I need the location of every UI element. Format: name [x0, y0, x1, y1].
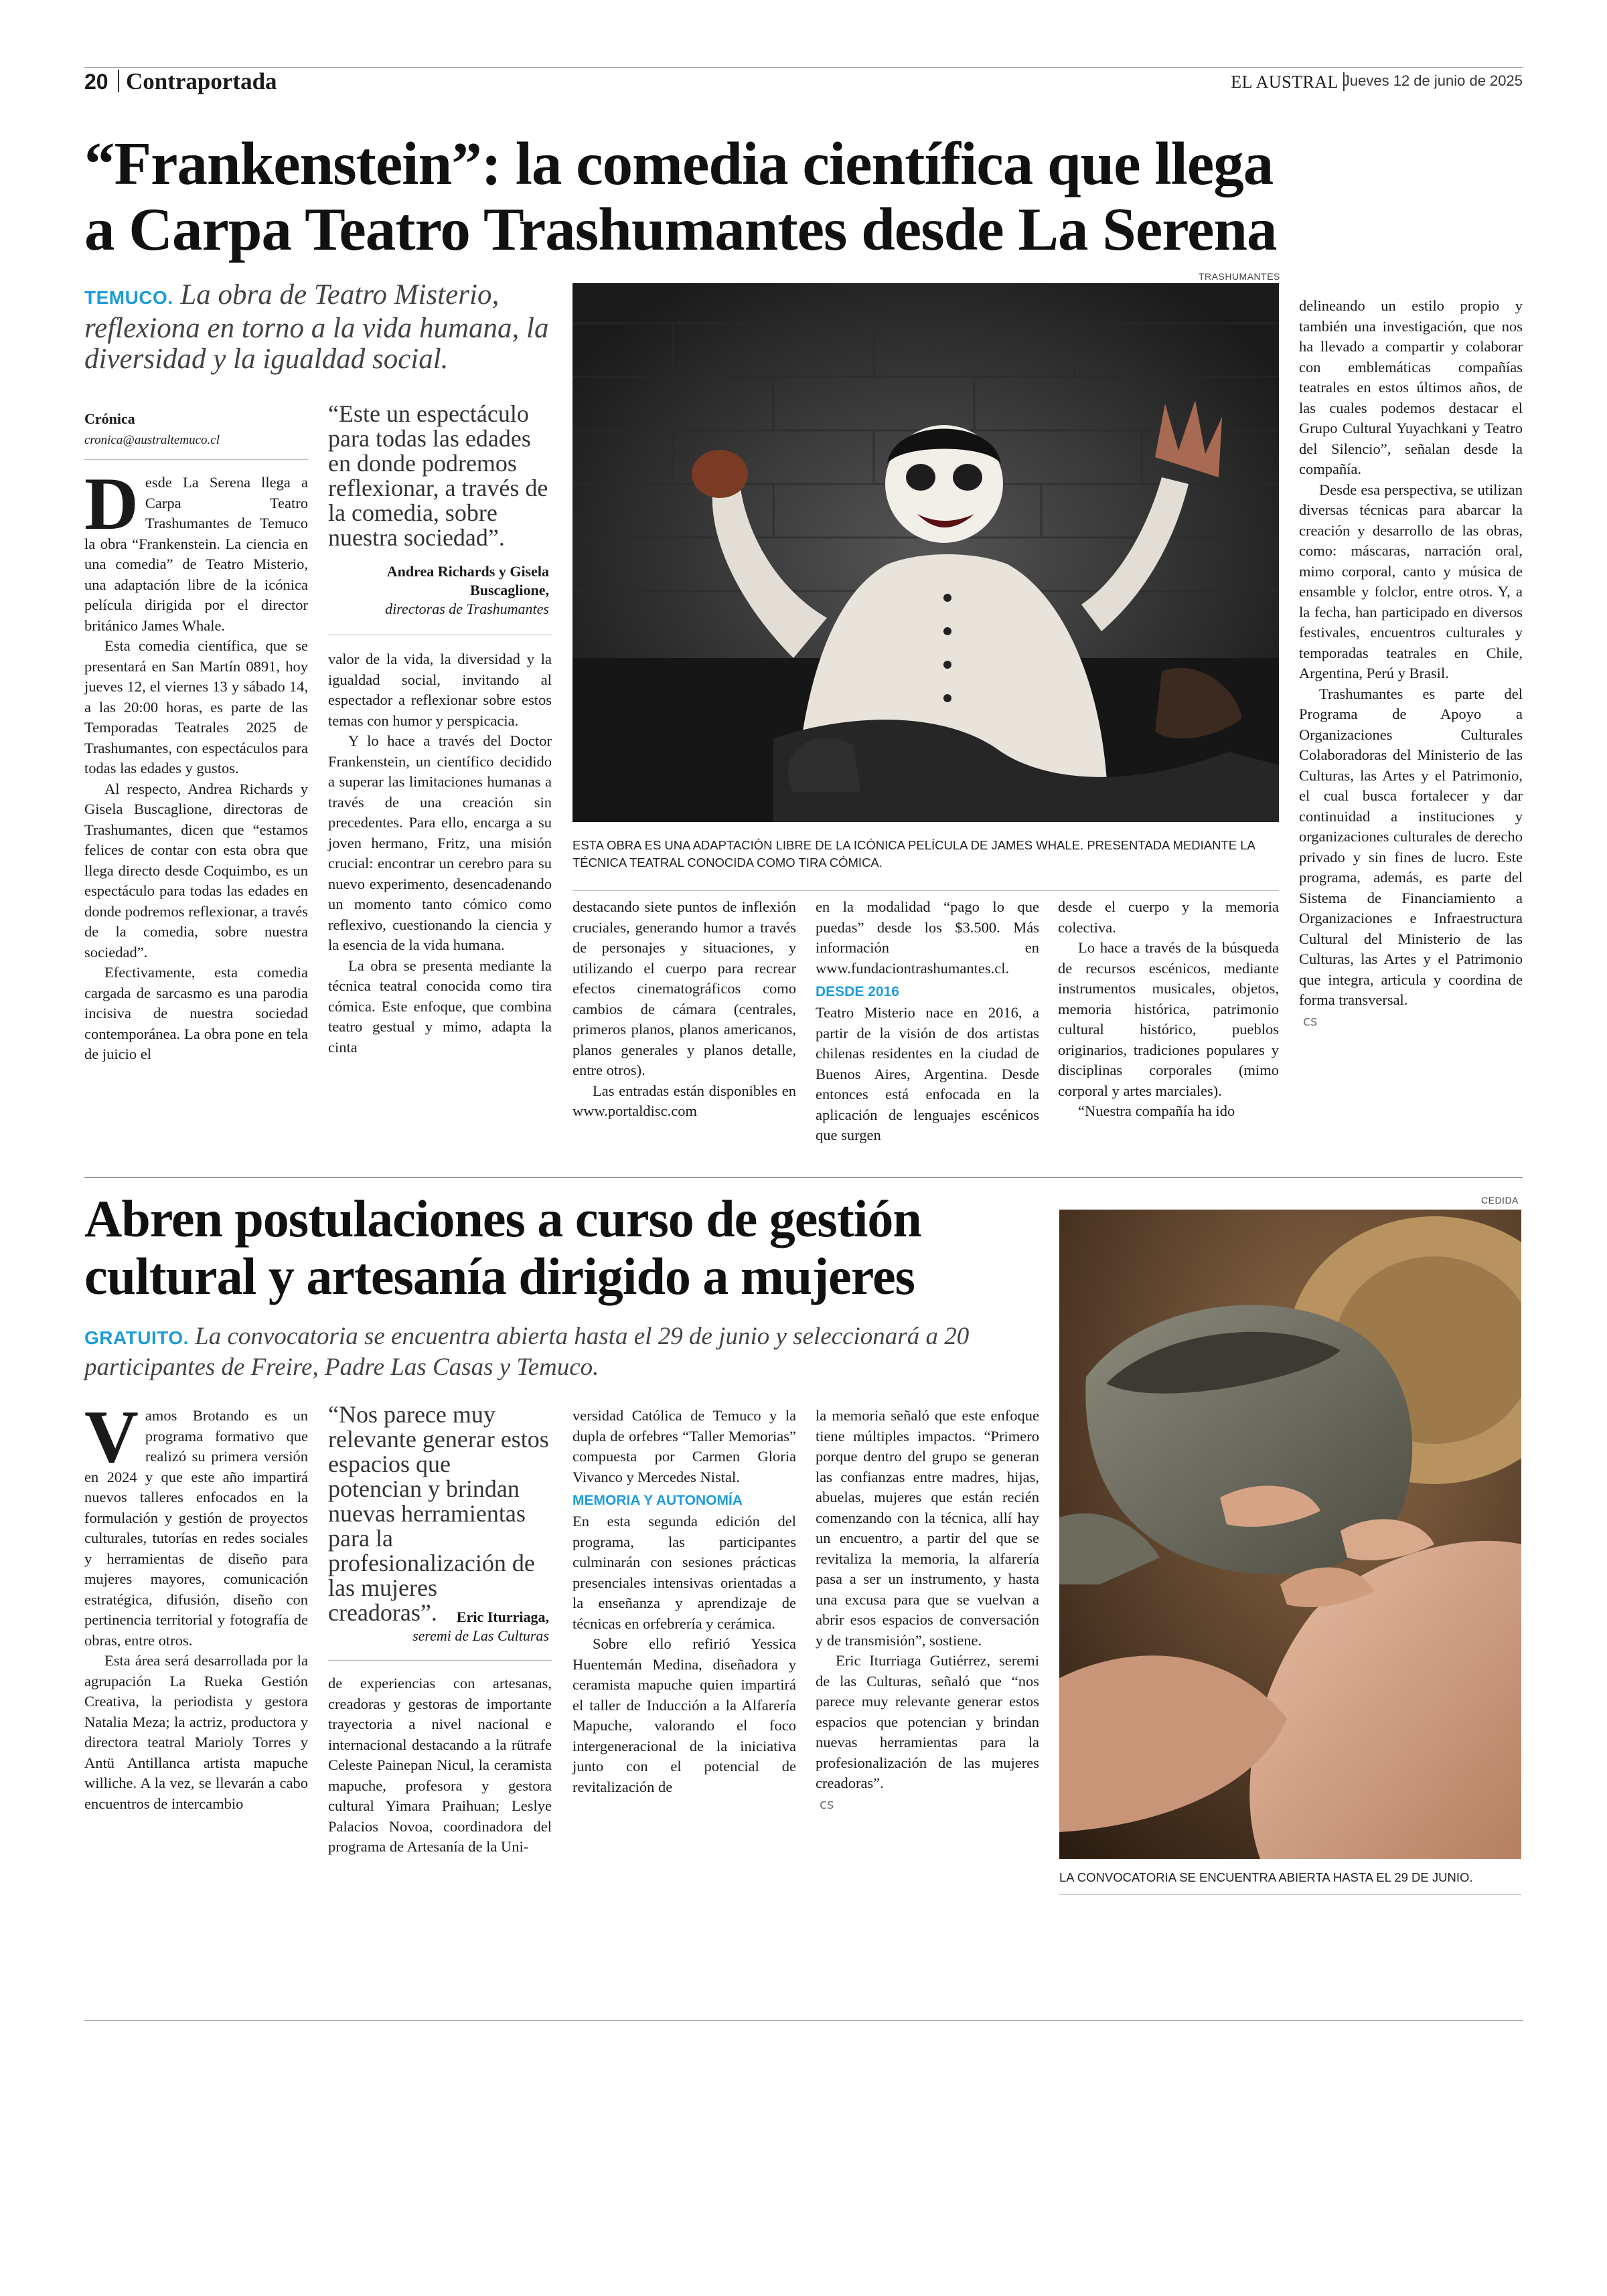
article1-headline: “Frankenstein”: la comedia científica que llega a Carpa Teatro Trashumantes desde La Serena	[84, 130, 1277, 263]
issue-date: Jueves 12 de junio de 2025	[1342, 72, 1523, 89]
header-rule	[84, 67, 1523, 68]
article2-photo-credit: CEDIDA	[1481, 1195, 1519, 1206]
article1-lead: TEMUCO. La obra de Teatro Misterio, reflexiona en torno a la vida humana, la diversidad y la igualdad social.	[84, 279, 549, 375]
article2-photo-caption: LA CONVOCATORIA SE ENCUENTRA ABIERTA HASTA EL 29 DE JUNIO.	[1059, 1870, 1473, 1884]
article1-column-6: delineando un estilo propio y también una investigación, que nos ha llevado a compartir y colaborar con emblemáticas compañías teatrales en estos últimos años, de las cuales podemos destacar el Grupo Cultural Yuyachkani y Teatro del Silencio”, señalan desde la compañía. Desde esa perspectiva, se utilizan diversas técnicas para abarcar la creación y desarrollo de las obras, como: máscaras, narración oral, mimo corporal, canto y música de ensamble y folclor, entre otros. Y, a la fecha, han participado en diversos festivales, encuentros culturales y temporadas teatrales en Chile, Argentina, Perú y Brasil. Trashumantes es parte del Programa de Apoyo a Organizaciones Culturales Colaboradoras del Ministerio de las Culturas, las Artes y el Patrimonio, el cual busca fortalecer y dar continuidad a instituciones y organizaciones culturales de derecho privado y sin fines de lucro. Este programa, además, es parte del Sistema de Financiamiento a Organizaciones e Infraestructura Cultural del Ministerio de las Culturas, las Artes y el Patrimonio que integra, articula y coordina de forma transversal. cs	[1299, 297, 1523, 1029]
frankenstein-photo	[572, 283, 1279, 822]
article1-photo-credit: TRASHUMANTES	[1199, 271, 1280, 282]
article2-kicker: GRATUITO.	[84, 1327, 189, 1348]
article2-subhead: MEMORIA Y AUTONOMÍA	[572, 1493, 743, 1508]
article1-column-2: valor de la vida, la diversidad y la igualdad social, invitando al espectador a reflexionar sobre estos temas con humor y perspicacia. Y lo hace a través del Doctor Frankenstein, un científico decidido a superar las limitaciones humanas a través de una creación sin precedentes. Para ello, encarga a su joven hermano, Fritz, una misión crucial: encontrar un cerebro para su nuevo experimento, desencadenando un momento tanto cómico como reflexivo, cuestionando la ciencia y la esencia de la vida humana. La obra se presenta mediante la técnica teatral conocida como tira cómica. Este enfoque, que combina teatro gestual y mimo, adapta la cinta	[328, 651, 552, 1056]
publication-name: EL AUSTRAL	[1231, 72, 1338, 92]
article1-column-5: desde el cuerpo y la memoria colectiva. Lo hace a través de la búsqueda de recursos escénicos, mediante instrumentos musicales, objetos, memoria histórica, patrimonio cultural histórico, pueblos originarios, tradiciones populares y disciplinas corporales (mimo corporal y artes marciales). “Nuestra compañía ha ido	[1058, 898, 1279, 1119]
article1-quote-attribution: Andrea Richards y Gisela Buscaglione, directoras de Trashumantes	[385, 563, 549, 617]
pottery-photo	[1059, 1210, 1521, 1859]
article2-column-1: Vamos Brotando es un programa formativo que realizó su primera versión en 2024 y que este año impartirá nuevos talleres enfocados en la formulación y gestión de proyectos culturales, tutorías en redes sociales y herramientas de diseño para mujeres mayores, comunicación estratégica, difusión, diseño con pertinencia territorial y fotografía de obras, entre otros. Esta área será desarrollada por la agrupación La Rueka Gestión Creativa, la periodista y gestora Natalia Meza; la actriz, productora y directora teatral Marioly Torres y Antü Antillanca artista mapuche williche. A la vez, se llevarán a cabo encuentros de intercambio	[84, 1396, 308, 1812]
end-mark-icon: cs	[820, 1795, 834, 1812]
article2-pull-quote: “Nos parece muy relevante generar estos espacios que potencian y brindan nuevas herramientas para la profesionalización de las mujeres creadoras”.	[328, 1401, 549, 1626]
article1-photo-caption: ESTA OBRA ES UNA ADAPTACIÓN LIBRE DE LA ICÓNICA PELÍCULA DE JAMES WHALE. PRESENTADA MEDIANTE LA TÉCNICA TEATRAL CONOCIDA COMO TIRA CÓMICA.	[572, 838, 1255, 870]
article2-column-3: versidad Católica de Temuco y la dupla de orfebres “Taller Memorias” compuesta por Carmen Gloria Vivanco y Mercedes Nistal. MEMORIA Y AUTONOMÍA En esta segunda edición del programa, las participantes culminarán con sesiones prácticas presenciales intensivas orientadas a la enseñanza y aprendizaje de técnicas en orfebrería y cerámica. Sobre ello refirió Yessica Huentemán Medina, diseñadora y ceramista mapuche quien impartirá el taller de Inducción a la Alfarería Mapuche, valorando el foco intergeneracional de la iniciativa junto con el potencial de revitalización de	[572, 1407, 796, 1795]
article1-subhead: DESDE 2016	[816, 984, 899, 999]
article1-byline: Crónica cronica@australtemuco.cl	[84, 408, 285, 451]
article1-pull-quote: “Este un espectáculo para todas las edades en donde podremos reflexionar, a través de la comedia, sobre nuestra sociedad”.	[328, 400, 548, 551]
article2-column-4: la memoria señaló que este enfoque tiene múltiples impactos. “Primero porque dentro del grupo se generan las confianzas entre madres, hijas, abuelas, mujeres que están recién comenzando con la técnica, allí hay un encuentro, a partir del que se revitaliza la memoria, la alfarería pasa a ser un instrumento, y hasta una excusa para que se vuelvan a abrir esos espacios de conversación y de transmisión”, sostiene. Eric Iturriaga Gutiérrez, seremi de las Culturas, señaló que “nos parece muy relevante generar estos espacios que potencian y brindan nuevas herramientas para la profesionalización de las mujeres creadoras”. cs	[816, 1407, 1039, 1812]
article1-dropcap: D	[84, 463, 139, 546]
article2-dropcap: V	[84, 1396, 139, 1479]
article-separator	[84, 1177, 1523, 1178]
page-number: 20	[84, 70, 108, 94]
article1-column-1: Desde La Serena llega a Carpa Teatro Trashumantes de Temuco la obra “Frankenstein. La ciencia en una comedia” de Teatro Misterio, una adaptación libre de la icónica película dirigida por el director británico James Whale. Esta comedia científica, que se presentará en San Martín 0891, hoy jueves 12, el viernes 13 y sábado 14, a las 20:00 horas, es parte de las Temporadas Teatrales 2025 de Trashumantes, con espectáculos para todas las edades y gustos. Al respecto, Andrea Richards y Gisela Buscaglione, directoras de Trashumantes, dicen que “estamos felices de contar con esta obra que llega directo desde Coquimbo, es un espectáculo para todas las edades en donde podremos reflexionar, a través de la comedia, sobre nuestra sociedad”. Efectivamente, esta comedia cargada de sarcasmo es una parodia incisiva de nuestra sociedad contemporánea. La obra pone en tela de juicio el	[84, 463, 308, 1062]
page-header	[84, 66, 1523, 99]
article2-column-2: de experiencias con artesanas, creadoras y gestoras de importante trayectoria a nivel nacional e internacional destacando a la rütrafe Celeste Painepan Nicul, la ceramista mapuche, profesora y gestora cultural Yimara Praihuan; Leslye Palacios Novoa, coordinadora del programa de Artesanía de la Uni-	[328, 1675, 552, 1855]
end-mark-icon: cs	[1303, 1012, 1318, 1029]
article1-kicker: TEMUCO.	[84, 287, 173, 308]
article2-quote-attribution: Eric Iturriaga, seremi de Las Culturas	[412, 1609, 549, 1644]
article1-column-3: destacando siete puntos de inflexión cruciales, generando humor a través de personajes y situaciones, y utilizando el cuerpo para recrear efectos cinematográficos como cambios de cámara (centrales, primeros planos, planos americanos, planos generales y planos detalle, entre otros). Las entradas están disponibles en www.portaldisc.com	[572, 898, 796, 1119]
article2-lead: GRATUITO. La convocatoria se encuentra abierta hasta el 29 de junio y seleccionará a 20 participantes de Freire, Padre Las Casas y Temuco.	[84, 1323, 970, 1381]
section-name: Contraportada	[126, 68, 277, 94]
page-bottom-rule	[84, 2020, 1523, 2021]
byline-email: cronica@australtemuco.cl	[84, 433, 220, 447]
article1-column-4: en la modalidad “pago lo que puedas” desde los $3.500. Más información en www.fundaciontrashumantes.cl. DESDE 2016 Teatro Misterio nace en 2016, a partir de la visión de dos artistas chilenas residentes en la ciudad de Buenos Aires, Argentina. Desde entonces está enfocada en la aplicación de lenguajes escénicos que surgen	[816, 898, 1039, 1143]
article2-headline: Abren postulaciones a curso de gestión cultural y artesanía dirigido a mujeres	[84, 1190, 921, 1305]
